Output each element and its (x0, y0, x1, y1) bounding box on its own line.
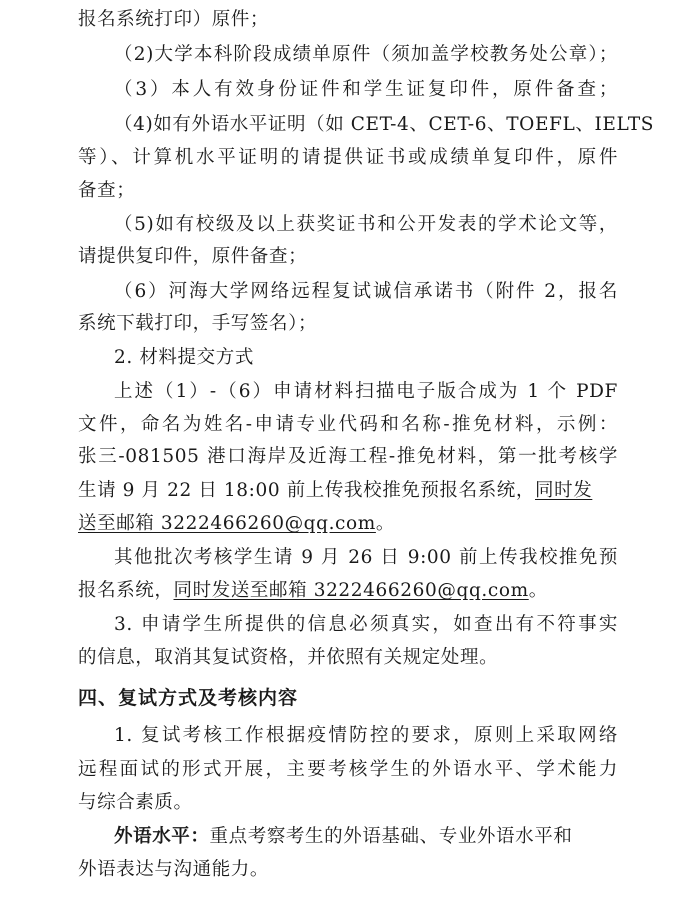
text-line (78, 479, 618, 503)
text-span: 备查； (78, 180, 136, 201)
text-line (114, 113, 655, 137)
text-span: 3. 申请学生所提供的信息必须真实，如查出有不符事实 (114, 614, 618, 635)
text-span: 等）、计算机水平证明的请提供证书或成绩单复印件，原件 (78, 147, 618, 168)
text-line (78, 512, 618, 536)
text-line (114, 613, 618, 637)
section-heading-text: 四、复试方式及考核内容 (78, 687, 299, 709)
text-span: 重点考察考生的外语基础、专业外语水平和 (209, 826, 573, 847)
text-span: 的信息，取消其复试资格，并依照有关规定处理。 (78, 647, 499, 668)
text-line (78, 146, 618, 170)
text-line (78, 445, 618, 469)
text-span: （5)如有校级及以上获奖证书和公开发表的学术论文等， (114, 214, 618, 235)
text-line (114, 43, 618, 67)
text-line (114, 724, 618, 748)
text-span: （6）河海大学网络远程复试诚信承诺书（附件 2，报名 (114, 281, 618, 302)
text-line (114, 280, 618, 304)
text-line (78, 413, 618, 437)
text-span: （3）本人有效身份证件和学生证复印件，原件备查； (114, 79, 618, 100)
text-line (114, 825, 618, 849)
text-line (114, 78, 618, 102)
text-line (78, 758, 618, 782)
text-span: 上述（1）-（6）申请材料扫描电子版合成为 1 个 PDF (114, 381, 618, 402)
section-heading (78, 686, 618, 710)
text-span: 外语表达与沟通能力。 (78, 859, 270, 880)
text-line (78, 8, 618, 32)
text-span: 。 (528, 580, 548, 601)
text-line (78, 579, 618, 603)
text-span: 其他批次考核学生请 9 月 26 日 9:00 前上传我校推免预 (114, 547, 618, 568)
text-line (114, 213, 618, 237)
text-span: 报名系统， (78, 580, 174, 601)
text-span: 文件，命名为姓名-申请专业代码和名称-推免材料，示例： (78, 414, 618, 435)
section-subheading: 2. 材料提交方式 (114, 347, 254, 368)
text-span: 与综合素质。 (78, 792, 193, 813)
text-line (78, 858, 618, 882)
text-span: 1. 复试考核工作根据疫情防控的要求，原则上采取网络 (114, 725, 618, 746)
text-span: （2)大学本科阶段成绩单原件（须加盖学校教务处公章）； (114, 44, 618, 65)
text-line (78, 245, 618, 269)
text-line (114, 380, 618, 404)
text-line (114, 346, 618, 370)
text-span: （4)如有外语水平证明（如 CET-4、CET-6、TOEFL、IELTS (114, 114, 655, 135)
bold-label: 外语水平： (114, 826, 210, 847)
email-address: 同时发送至邮箱 3222466260@qq.com (173, 580, 529, 601)
text-line (78, 179, 618, 203)
text-line (78, 646, 618, 670)
email-address: 送至邮箱 3222466260@qq.com (78, 513, 376, 534)
text-span: 远程面试的形式开展，主要考核学生的外语水平、学术能力 (78, 759, 618, 780)
text-span: 系统下载打印，手写签名）； (78, 313, 318, 334)
text-span: 。 (375, 513, 395, 534)
text-span: 生请 9 月 22 日 18:00 前上传我校推免预报名系统， (78, 480, 536, 501)
text-line (78, 791, 618, 815)
text-line (78, 312, 618, 336)
text-span: 报名系统打印）原件； (78, 9, 270, 30)
text-span: 请提供复印件，原件备查； (78, 246, 308, 267)
underlined-text: 同时发 (535, 480, 593, 501)
text-line (114, 546, 618, 570)
text-span: 张三-081505 港口海岸及近海工程-推免材料，第一批考核学 (78, 446, 618, 467)
